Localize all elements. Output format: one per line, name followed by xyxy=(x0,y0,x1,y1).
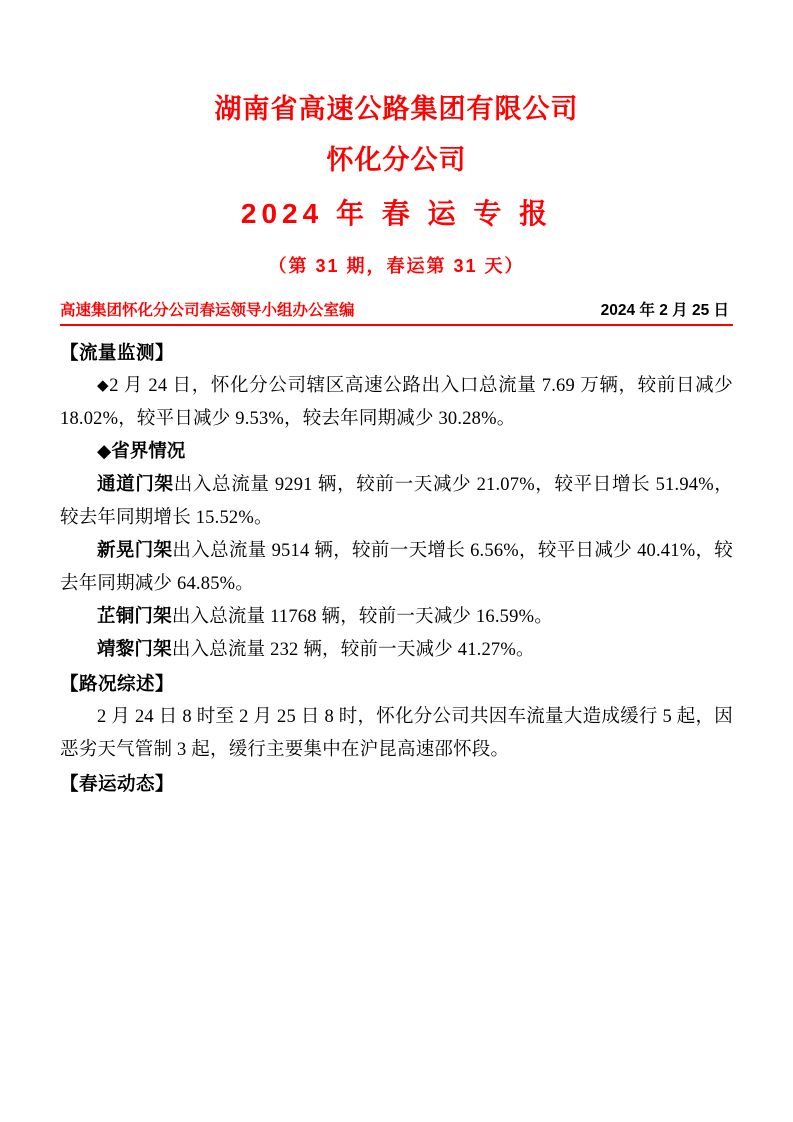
subsection-heading-border: ◆省界情况 xyxy=(97,442,186,463)
gantry-detail: 出入总流量 11768 辆，较前一天减少 16.59%。 xyxy=(171,606,553,627)
gantry-item xyxy=(60,469,733,535)
section-heading-news: 【春运动态】 xyxy=(60,774,175,795)
gantry-item xyxy=(60,535,733,601)
gantry-name: 靖黎门架 xyxy=(97,639,172,660)
title-line-branch: 怀化分公司 xyxy=(326,145,467,175)
gantry-name: 通道门架 xyxy=(97,475,174,496)
gantry-item xyxy=(60,634,733,667)
section-heading-traffic: 【流量监测】 xyxy=(60,344,175,364)
traffic-paragraph xyxy=(60,370,733,436)
gantry-detail: 出入总流量 9291 辆，较前一天减少 21.07%，较平日增长 51.94%，较去年同期增长 15.52%。 xyxy=(60,475,733,529)
gantry-name: 新晃门架 xyxy=(97,540,173,561)
gantry-name: 芷铜门架 xyxy=(97,606,172,627)
byline-date: 2024 年 2 月 25 日 xyxy=(600,302,729,319)
issue-number: （第 31 期，春运第 31 天） xyxy=(268,256,525,276)
gantry-detail: 出入总流量 9514 辆，较前一天增长 6.56%，较平日减少 40.41%，较去年同期减少 64.85%。 xyxy=(60,540,733,594)
gantry-detail: 出入总流量 232 辆，较前一天减少 41.27%。 xyxy=(171,639,535,660)
gantry-item xyxy=(60,601,733,634)
title-line-company: 湖南省高速公路集团有限公司 xyxy=(214,94,579,124)
title-line-report: 2024 年 春 运 专 报 xyxy=(240,198,553,229)
traffic-paragraph-text: 2 月 24 日，怀化分公司辖区高速公路出入口总流量 7.69 万辆，较前日减少 18.02%，较平日减少 9.53%，较去年同期减少 30.28%。 xyxy=(60,376,733,430)
document-title xyxy=(60,96,733,228)
byline-issuer: 高速集团怀化分公司春运领导小组办公室编 xyxy=(60,302,355,319)
diamond-icon: ◆ xyxy=(97,378,110,395)
road-paragraph: 2 月 24 日 8 时至 2 月 25 日 8 时，怀化分公司共因车流量大造成缓行 5 起，因恶劣天气管制 3 起，缓行主要集中在沪昆高速邵怀段。 xyxy=(60,707,733,760)
byline xyxy=(60,298,733,326)
section-heading-road: 【路况综述】 xyxy=(60,674,175,695)
